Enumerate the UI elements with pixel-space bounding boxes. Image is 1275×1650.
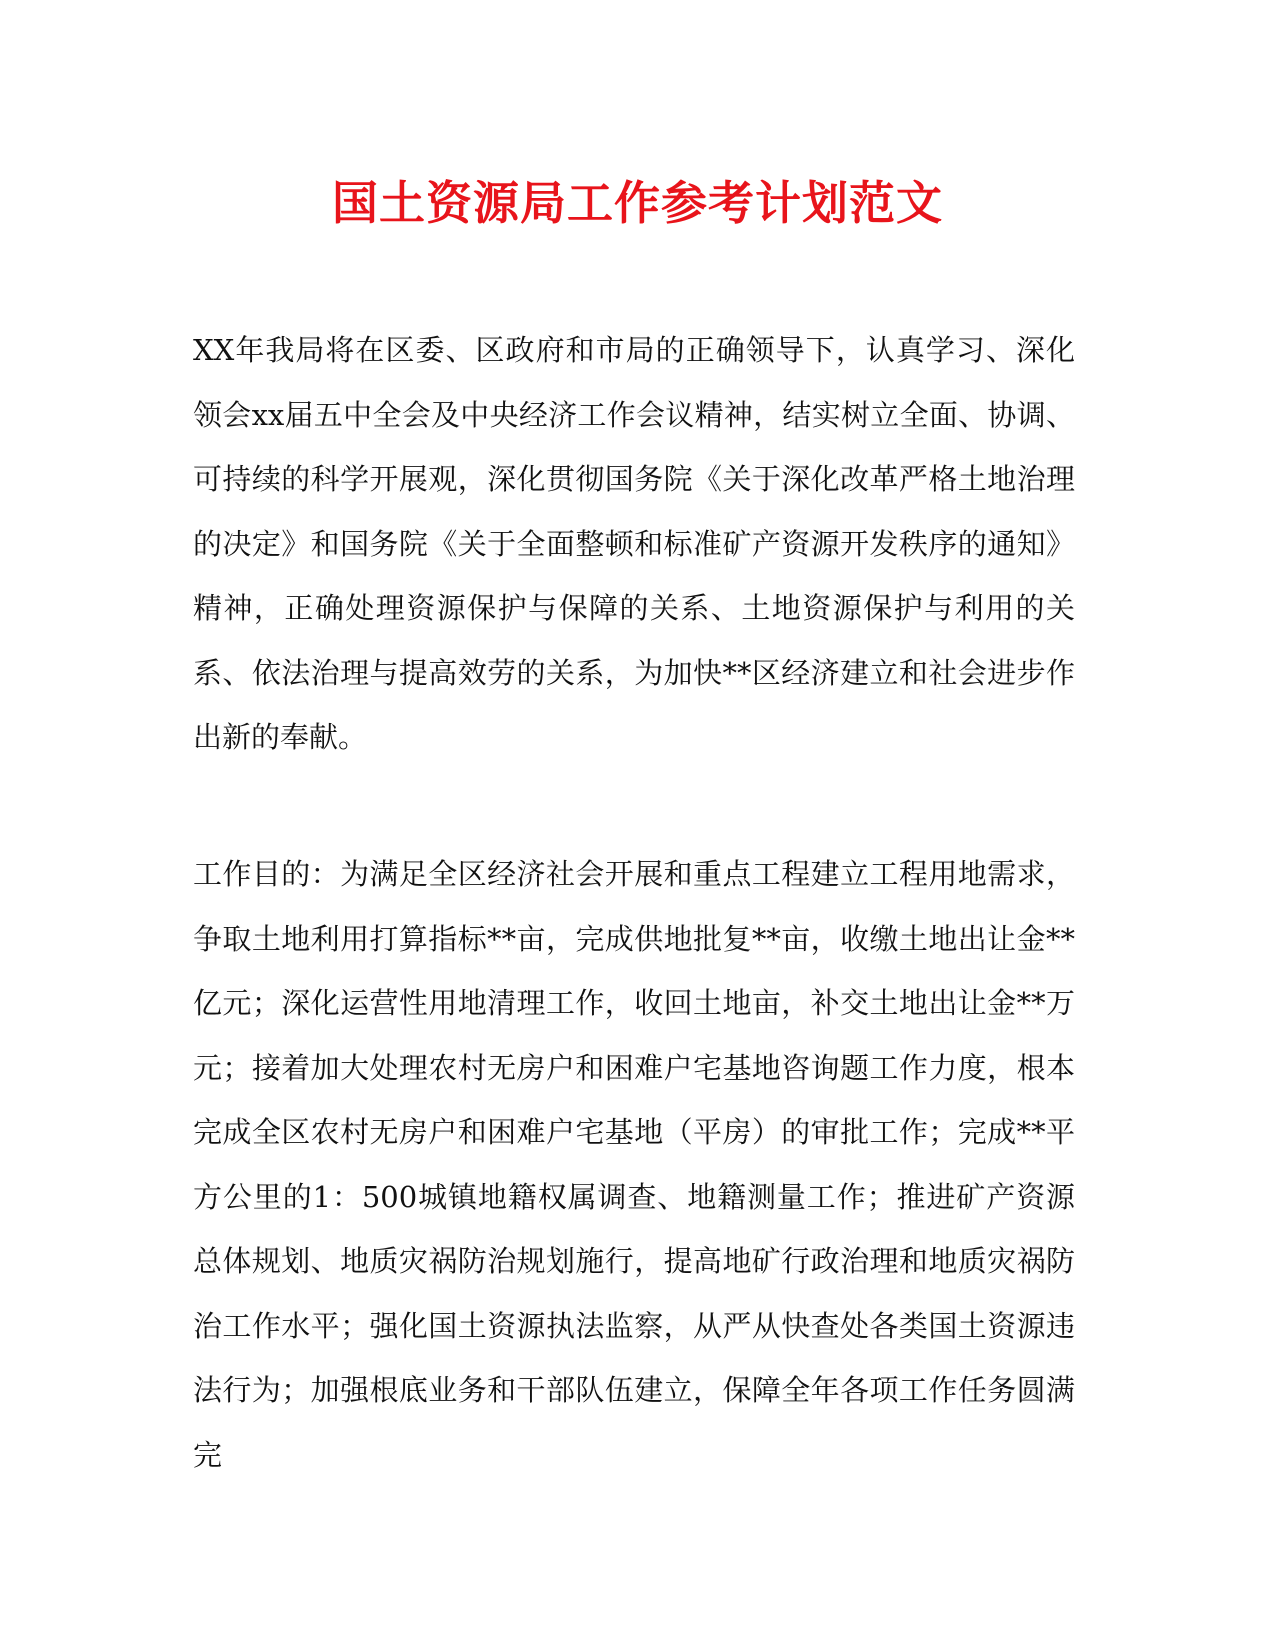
paragraph-intro: XX年我局将在区委、区政府和市局的正确领导下，认真学习、深化领会xx届五中全会及中央经济工作会议精神，结实树立全面、协调、可持续的科学开展观，深化贯彻国务院《关于深化改革严格土地治理的决定》和国务院《关于全面整顿和标准矿产资源开发秩序的通知》精神，正确处理资源保护与保障的关系、土地资源保护与利用的关系、依法治理与提高效劳的关系，为加快**区经济建立和社会进步作出新的奉献。 <box>193 333 1075 754</box>
document-title: 国土资源局工作参考计划范文 <box>332 176 943 230</box>
paragraph-work-goals: 工作目的：为满足全区经济社会开展和重点工程建立工程用地需求，争取土地利用打算指标**亩，完成供地批复**亩，收缴土地出让金**亿元；深化运营性用地清理工作，收回土地亩，补交土地出让金**万元；接着加大处理农村无房户和困难户宅基地咨询题工作力度，根本完成全区农村无房户和困难户宅基地（平房）的审批工作；完成**平方公里的1：500城镇地籍权属调查、地籍测量工作；推进矿产资源总体规划、地质灾祸防治规划施行，提高地矿行政治理和地质灾祸防治工作水平；强化国土资源执法监察，从严从快查处各类国土资源违法行为；加强根底业务和干部队伍建立，保障全年各项工作任务圆满完 <box>193 857 1075 1472</box>
